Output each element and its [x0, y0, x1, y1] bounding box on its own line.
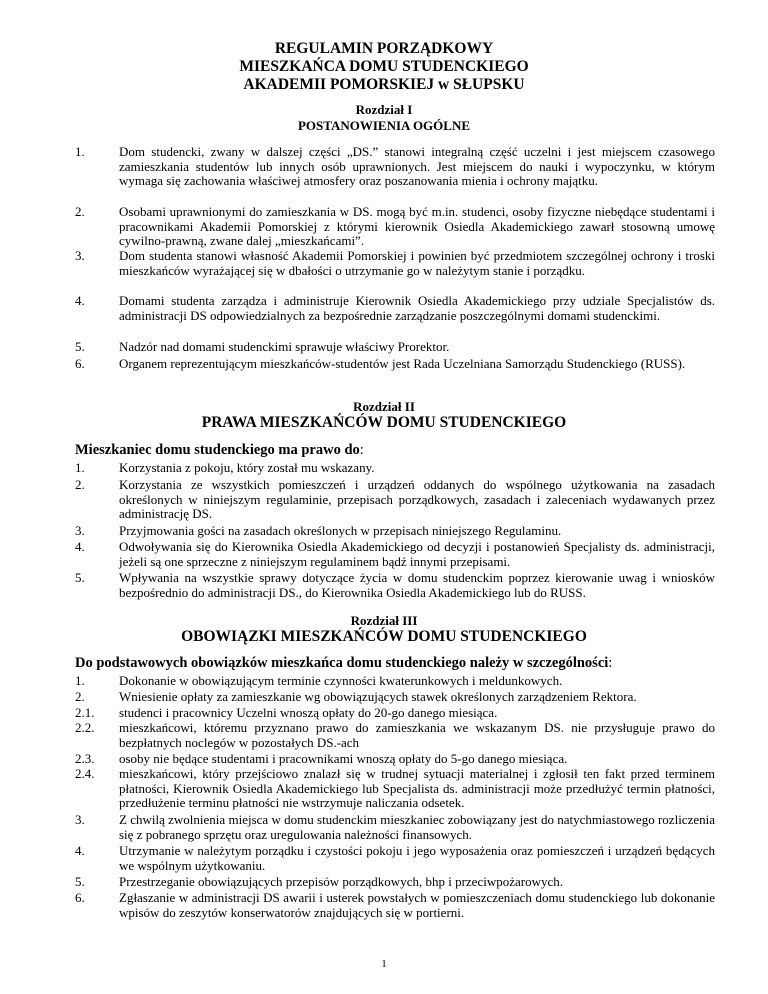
item-number: 1.	[75, 673, 85, 688]
document-title-line-1: REGULAMIN PORZĄDKOWY	[274, 40, 494, 57]
item-text: Utrzymanie w należytym porządku i czystości pokoju i jego wyposażenia oraz pomieszczeń i urządzeń będących we wspólnym użytkowaniu.	[119, 843, 715, 873]
item-text: Osobami uprawnionymi do zamieszkania w DS. mogą być m.in. studenci, osoby fizyczne niebędące studentami i pracownikami Akademii Pomorskiej z którymi kierownik Osiedla Akademickiego zawarł stosowną umowę cywilno-prawną, zwane dalej „mieszkańcami”.	[119, 204, 715, 248]
lead-tail: :	[359, 442, 364, 458]
item-text: Korzystania ze wszystkich pomieszczeń i urządzeń oddanych do wspólnego użytkowania na zasadach określonych w niniejszym regulaminie, przepisach porządkowych, zasadach i zaleceniach wydawanych przez administrację DS.	[119, 477, 715, 521]
item-number: 2.2.	[75, 720, 95, 735]
item-text: Organem reprezentującym mieszkańców-studentów jest Rada Uczelniana Samorządu Studenckiego (RUSS).	[119, 356, 686, 371]
item-number: 3.	[75, 248, 85, 263]
item-number: 4.	[75, 293, 85, 308]
chapter-2-title: PRAWA MIESZKAŃCÓW DOMU STUDENCKIEGO	[201, 414, 567, 431]
item-text: osoby nie będące studentami i pracownikami wnoszą opłaty do 5-go danego miesiąca.	[119, 751, 568, 766]
item-text: Wniesienie opłaty za zamieszkanie wg obowiązujących stawek określonych zarządzeniem Rektora.	[119, 689, 637, 704]
chapter-3-lead	[75, 655, 735, 672]
item-number: 2.	[75, 689, 85, 704]
item-number: 3.	[75, 523, 85, 538]
document-title-line-3: AKADEMII POMORSKIEJ w SŁUPSKU	[243, 76, 525, 93]
item-text: Przestrzeganie obowiązujących przepisów porządkowych, bhp i przeciwpożarowych.	[119, 874, 563, 889]
lead-bold-text: Mieszkaniec domu studenckiego ma prawo do	[75, 442, 360, 458]
item-text: Korzystania z pokoju, który został mu wskazany.	[119, 460, 375, 475]
item-text: studenci i pracownicy Uczelni wnoszą opłaty do 20-go danego miesiąca.	[119, 705, 498, 720]
item-number: 4.	[75, 843, 85, 858]
chapter-2-lead	[75, 442, 715, 459]
item-number: 1.	[75, 460, 85, 475]
chapter-3-title: OBOWIĄZKI MIESZKAŃCÓW DOMU STUDENCKIEGO	[181, 628, 587, 645]
lead-tail: :	[608, 655, 613, 671]
item-text: Przyjmowania gości na zasadach określonych w przepisach niniejszego Regulaminu.	[119, 523, 562, 538]
item-text: Wpływania na wszystkie sprawy dotyczące życia w domu studenckim poprzez kierowanie uwag i wniosków bezpośrednio do administracji DS., do Kierownika Osiedla Akademickiego lub do RUSS.	[119, 570, 715, 600]
item-number: 2.	[75, 204, 85, 219]
item-number: 1.	[75, 144, 85, 159]
item-text: Dom studenta stanowi własność Akademii Pomorskiej i powinien być przedmiotem szczególnej ochrony i troski mieszkańców wyrażającej się w dbałości o utrzymanie go w należytym stanie i porządku.	[119, 248, 715, 278]
chapter-2-label: Rozdział II	[353, 399, 415, 414]
item-text: mieszkańcowi, który przejściowo znalazł się w trudnej sytuacji materialnej i zgłosił ten fakt przed terminem płatności, Kierownik Osiedla Akademickiego lub Specjalista ds. administracji może przedłużyć termin płatności, przedłużenie terminu płatności nie wstrzymuje naliczania odsetek.	[119, 766, 715, 810]
item-number: 5.	[75, 874, 85, 889]
item-text: Dom studencki, zwany w dalszej części „DS.” stanowi integralną część uczelni i jest miejscem czasowego zamieszkania studentów lub innych osób uprawnionych. Jest miejscem do nauki i wypoczynku, w którym wymaga się zachowania właściwej atmosfery oraz poszanowania mienia i ochrony majątku.	[119, 144, 715, 188]
item-number: 6.	[75, 356, 85, 371]
item-number: 3.	[75, 812, 85, 827]
item-number: 6.	[75, 890, 85, 905]
item-text: Nadzór nad domami studenckimi sprawuje właściwy Prorektor.	[119, 339, 450, 354]
item-text: Odwoływania się do Kierownika Osiedla Akademickiego od decyzji i postanowień Specjalisty ds. administracji, jeżeli są one sprzeczne z niniejszym regulaminem bądź innymi przepisami.	[119, 539, 715, 569]
item-number: 2.4.	[75, 766, 95, 781]
item-number: 4.	[75, 539, 85, 554]
item-number: 2.	[75, 477, 85, 492]
page-number: 1	[381, 958, 387, 970]
chapter-3-label: Rozdział III	[350, 613, 418, 628]
item-text: Dokonanie w obowiązującym terminie czynności kwaterunkowych i meldunkowych.	[119, 673, 563, 688]
item-number: 2.1.	[75, 705, 95, 720]
lead-bold-text: Do podstawowych obowiązków mieszkańca domu studenckiego należy w szczególności	[75, 655, 609, 671]
item-text: mieszkańcowi, któremu przyznano prawo do zamieszkania we wskazanym DS. nie przysługuje prawo do bezpłatnych noclegów w pozostałych DS.-ach	[119, 720, 715, 750]
item-text: Z chwilą zwolnienia miejsca w domu studenckim mieszkaniec zobowiązany jest do natychmiastowego rozliczenia się z pobranego sprzętu oraz uregulowania należności finansowych.	[119, 812, 715, 842]
item-number: 5.	[75, 339, 85, 354]
item-text: Domami studenta zarządza i administruje Kierownik Osiedla Akademickiego przy udziale Specjalistów ds. administracji DS odpowiedzialnych za bezpośrednie zarządzanie poszczególnymi domami studenckimi.	[119, 293, 715, 323]
chapter-1-title: POSTANOWIENIA OGÓLNE	[297, 118, 471, 133]
item-number: 2.3.	[75, 751, 95, 766]
chapter-1-label: Rozdział I	[355, 102, 413, 117]
item-text: Zgłaszanie w administracji DS awarii i usterek powstałych w pomieszczeniach domu studenckiego lub dokonanie wpisów do zeszytów konserwatorów znajdujących się w portierni.	[119, 890, 715, 920]
item-number: 5.	[75, 570, 85, 585]
document-title-line-2: MIESZKAŃCA DOMU STUDENCKIEGO	[239, 58, 529, 75]
